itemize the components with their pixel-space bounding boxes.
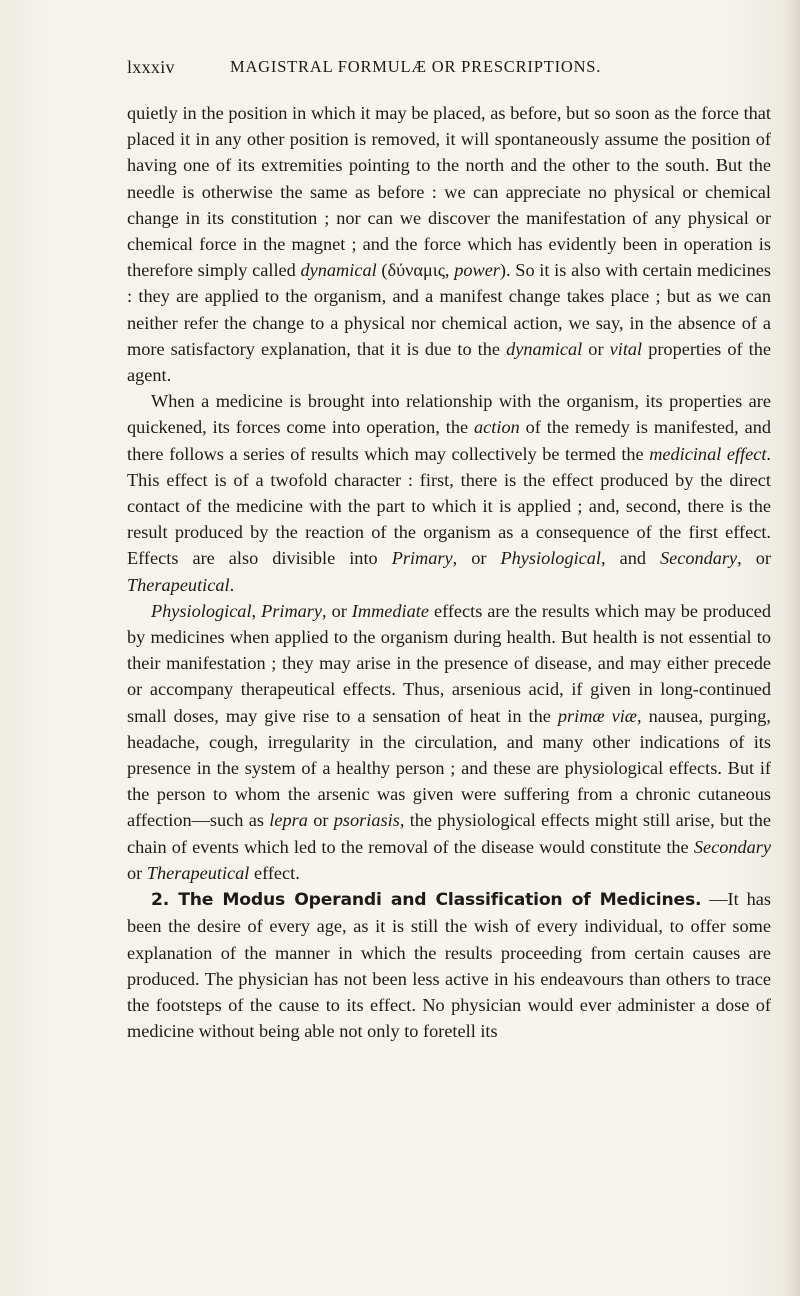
- term-dynamical-2: dynamical: [506, 338, 583, 359]
- paragraph-2-text-f: , or: [737, 548, 771, 569]
- term-dynamical: dynamical: [300, 260, 377, 281]
- paragraph-2-text-c: . This effect is of a twofold character : first, there is the effect produced by the direct contact of the medicine with the part to which it is applied ; and, second, there is the result produced by the reaction of the organism as a consequence of the first effect. Effects are also divisible into: [127, 443, 771, 569]
- paragraph-2-text-e: , and: [601, 548, 660, 569]
- term-immediate: Immediate: [351, 600, 429, 621]
- term-vital: vital: [609, 338, 643, 359]
- paragraph-3-text-b: , or: [322, 600, 352, 621]
- page-header: [127, 57, 787, 81]
- page-number: lxxxiv: [127, 57, 175, 77]
- paragraph-4-text-a: —It has been the desire of every age, as it is still the wish of every individual, to offer some explanation of the manner in which the results proceeding from certain causes are produced. The physician has not been less active in his endeavours than others to trace the footsteps of the cause to its effect. No physician would ever administer a dose of medicine without being able not only to foretell its: [127, 889, 771, 1042]
- term-power: power: [454, 260, 500, 281]
- term-psoriasis: psoriasis: [333, 810, 400, 831]
- term-therapeutical-2: Therapeutical: [146, 862, 250, 883]
- paragraph-3-text-e: or: [307, 810, 334, 831]
- paragraph-3-text-g: or: [127, 862, 147, 883]
- paragraph-4: [127, 886, 771, 1044]
- paragraph-1-text-c: ). So it is also with certain medicines : they are applied to the organism, and a manifest change takes place ; but as we can neither refer the change to a physical nor chemical action, we say, in the absence of a more satisfactory explanation, that it is due to the: [127, 260, 771, 359]
- term-physiological: Physiological: [500, 548, 601, 569]
- paragraph-2-text-g: .: [229, 574, 235, 595]
- body-text: [127, 100, 771, 1044]
- paragraph-3-text-h: effect.: [249, 862, 300, 883]
- running-title: MAGISTRAL FORMULÆ OR PRESCRIPTIONS.: [230, 57, 602, 76]
- term-secondary-2: Secondary: [693, 836, 771, 857]
- paragraph-2-text-d: , or: [452, 548, 501, 569]
- term-medicinal-effect: medicinal effect: [649, 443, 767, 464]
- page-edge-shadow: [786, 0, 800, 1296]
- paragraph-3-text-f: , the physiological effects might still arise, but the chain of events which led to the removal of the disease would constitute the: [127, 810, 772, 857]
- term-action: action: [474, 417, 520, 438]
- paragraph-1-text-e: properties of the agent.: [127, 338, 772, 386]
- paragraph-3-text-a: ,: [251, 600, 262, 621]
- paragraph-2: [127, 388, 771, 598]
- term-therapeutical: Therapeutical: [127, 574, 230, 595]
- term-primae-viae: primæ viæ: [557, 705, 637, 726]
- paragraph-1: [127, 100, 771, 388]
- term-primary-2: Primary: [261, 600, 323, 621]
- paragraph-2-text-b: of the remedy is manifested, and there follows a series of results which may collectively be termed the: [127, 417, 771, 464]
- term-lepra: lepra: [269, 810, 308, 831]
- section-heading: 2. The Modus Operandi and Classification of Medicines.: [151, 890, 702, 911]
- paragraph-3-text-d: , nausea, purging, headache, cough, irregularity in the circulation, and many other indications of its presence in the system of a healthy person ; and these are physiological effects. But if the person to whom the arsenic was given were suffering from a chronic cutaneous affection—such as: [127, 705, 772, 831]
- paragraph-3: [127, 598, 771, 886]
- paragraph-2-text-a: When a medicine is brought into relationship with the organism, its properties are quickened, its forces come into operation, the: [127, 391, 771, 438]
- term-primary: Primary: [391, 548, 453, 569]
- term-secondary: Secondary: [660, 548, 738, 569]
- paragraph-1-text-d: or: [582, 338, 610, 359]
- paragraph-1-text-a: quietly in the position in which it may be placed, as before, but so soon as the force that placed it in any other position is removed, it will spontaneously assume the position of having one of its extremities pointing to the north and the other to the south. But the needle is otherwise the same as before : we can appreciate no physical or chemical change in its constitution ; nor can we discover the manifestation of any physical or chemical force in the magnet ; and the force which has evidently been in operation is therefore simply called: [127, 103, 771, 281]
- paragraph-1-text-b: (δύναμις,: [376, 260, 455, 281]
- paragraph-3-text-c: effects are the results which may be produced by medicines when applied to the organism during health. But health is not essential to their manifestation ; they may arise in the presence of disease, and may either precede or accompany therapeutical effects. Thus, arsenious acid, if given in long-continued small doses, may give rise to a sensation of heat in the: [127, 600, 772, 726]
- term-physiological-2: Physiological: [151, 600, 252, 621]
